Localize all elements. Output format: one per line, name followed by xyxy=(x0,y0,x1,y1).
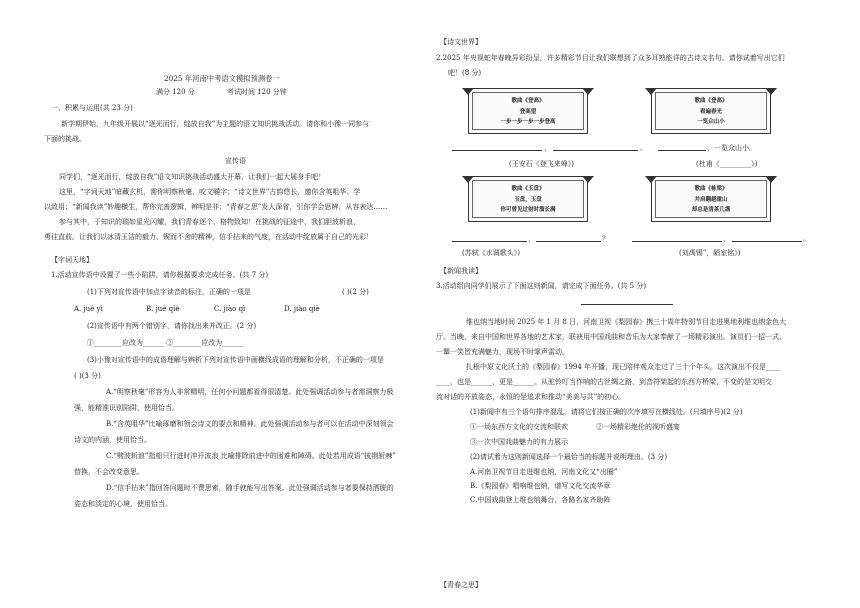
poem-card-line: 并肩翻越重山 xyxy=(694,197,728,203)
answer-blank[interactable] xyxy=(452,241,527,242)
poem-card-title: 歌曲《栋梁》 xyxy=(694,186,728,192)
poem-card-line: 你可曾见过射时溜长满 xyxy=(500,207,556,213)
poem-card-line: 看遍春光 xyxy=(699,109,722,115)
choice-d: D.“信手拈来”指回答问题时不费思索，随手就能写出答案。此处强调活动参与者要保持洒脱的 xyxy=(106,484,394,492)
question-1-2: (2)宣传语中有两个错别字，请你找出来并改正。(2 分) xyxy=(87,322,257,330)
poem-card xyxy=(468,176,588,222)
comma: ， xyxy=(528,235,535,243)
corner-ornament xyxy=(765,88,777,95)
intro-line: 新学期伊始，九年级开展以“逐光而行，绽放自我”为主题的语文知识挑战活动。请你和小豫一同参与 xyxy=(61,120,370,128)
comma: ， xyxy=(544,144,551,152)
choice-c: 替换，不会改变意思。 xyxy=(74,468,144,476)
corner-ornament xyxy=(462,176,474,183)
question-1-1: (1)下列对宣传语中加点字读音的标注，正确的一项是 xyxy=(87,288,251,296)
score-label: 满分 120 分 xyxy=(156,88,195,96)
answer-blank[interactable] xyxy=(658,150,706,151)
choice-a: A.“明察秋毫”形容为人非常精明，任何小问题都看得很清楚。此处强调活动参与者需洞察力极 xyxy=(106,388,394,396)
intro-line: 下面的挑战。 xyxy=(44,135,86,143)
poem-source: (刘禹锡”，陋室铭》) xyxy=(679,249,741,257)
choice-b: B.“含英咀华”比喻琢磨和领会诗文的要点和精神。此处强调活动参与者可以在活动中深刻领会 xyxy=(106,420,394,428)
tag-youth: 【青春之思】 xyxy=(440,581,482,589)
slogan-title: 宣传语 xyxy=(225,157,246,165)
period: 。 xyxy=(640,144,647,152)
task-2: (2)请试着为这则新闻选择一个最恰当的标题并说明理由。(3 分) xyxy=(470,453,668,461)
answer-paren: ( )(2 分) xyxy=(342,288,369,296)
news-paragraph: 一颦一笑皆充满魅力，现场不时掌声雷动。 xyxy=(436,348,569,356)
corner-ornament xyxy=(645,176,657,183)
option-a: A. jué yì xyxy=(74,305,103,313)
question-2: 2.2025 年央视蛇年春晚异彩纷呈，许多精彩节目让我们联想到了众多耳熟能详的古诗文名句。请你试着写出它们 xyxy=(436,54,785,62)
task-1-option: ③一次中国戏曲魅力的有力展示 xyxy=(470,438,568,446)
task-1-option: ①一场东西方文化的交流和联欢 xyxy=(470,423,568,431)
choice-c: C.“劈波斩浪”指船只行进时冲开波浪 比喻排除前进中的困难和障碍。此处若用成语“披荆斩棘” xyxy=(106,452,396,460)
answer-blank[interactable] xyxy=(553,150,638,151)
tag-poem: 【诗文世界】 xyxy=(440,38,482,46)
poem-card-title: 歌曲《玉盘》 xyxy=(511,186,545,192)
time-label: 考试时间 120 分钟 xyxy=(227,88,287,96)
news-paragraph: ____，也是______，更是______。从驼铃叮当作响的古丝绸之路，到音符架起的东西方桥梁，不变的是文明交 xyxy=(436,378,772,386)
corner-ornament xyxy=(765,176,777,183)
question-1: 1.活动宣传语中设置了一些小陷阱，请你根据要求完成任务。(共 7 分) xyxy=(51,271,269,279)
corner-ornament xyxy=(645,88,657,95)
comma: ， xyxy=(723,235,730,243)
news-title-blank[interactable] xyxy=(581,304,673,305)
poem-card xyxy=(651,88,771,134)
corner-ornament xyxy=(462,88,474,95)
news-paragraph: 扎根中原文化沃土的《梨园春》1994 年开播，现已陪伴观众走过了三十个年头。这次演出不仅是____ xyxy=(466,363,781,371)
question-2: 吧！(8 分) xyxy=(448,69,482,77)
tag-words: 【字词天地】 xyxy=(51,256,93,264)
poem-card xyxy=(468,88,588,134)
option-b: B. jué qiè xyxy=(146,305,180,313)
correction-blanks: ①________应改为______ ②________应改为______ xyxy=(87,339,244,347)
slogan-paragraph: 同学们，“逐光而行，绽放自我”语文知识挑战活动盛大开幕，让我们一起大展身手吧！ xyxy=(59,173,326,181)
answer-blank[interactable] xyxy=(452,150,542,151)
news-paragraph: 厅。当晚，来自中国和世界各地的艺术家，联袂用中国戏曲和音乐为大家奉献了一场精彩演出。演员们一招一式、 xyxy=(436,333,786,341)
corner-ornament xyxy=(582,88,594,95)
poem-card-title: 歌曲《登高》 xyxy=(511,98,545,104)
tag-news: 【新闻我读】 xyxy=(440,267,482,275)
answer-paren: ( )(3 分) xyxy=(74,372,101,380)
section-heading: 一、积累与运用(共 23 分) xyxy=(51,104,133,112)
choice-a: 强，能精准识别陷阱，使用恰当。 xyxy=(74,404,179,412)
poem-card xyxy=(651,176,771,222)
slogan-paragraph: 这里，“字词天地”暗藏玄机，需你明察秋毫、咬文嚼字；“诗文世界”古韵悠长，邀你含英咀华、学 xyxy=(59,188,361,196)
option-c: C. jiào qì xyxy=(214,305,246,313)
task-1: (1)新闻中有三个语句排序混乱，请将它们按正确的次序填写在横线处。(只填序号)(2 分) xyxy=(470,408,743,416)
question-1-3: (3)小豫对宣传语中的成语理解与辨析下列对宣传语中画横线成语的理解和分析，不正确的一项是 xyxy=(87,356,384,364)
question-3: 3.活动组向同学们展示了下面这则新闻，请完成下面任务。(共 5 分) xyxy=(436,282,647,290)
answer-blank[interactable] xyxy=(732,241,802,242)
news-paragraph: 流对话的开放姿态，永恒的是追求和推动“美美与共”的初心。 xyxy=(436,393,626,401)
poem-source: (王安石《登飞来峰》) xyxy=(509,160,574,168)
option-d: D. jiào qiè xyxy=(284,305,320,313)
choice-d: 姿态和淡定的心境，使用恰当。 xyxy=(74,500,172,508)
fill-line-2: ，一览众山小。 xyxy=(707,144,756,152)
task-2-option: C.中国戏曲登上维也纳舞台，各路名家齐助阵 xyxy=(470,496,611,504)
corner-ornament xyxy=(582,176,594,183)
poem-card-line: 一览众山小 xyxy=(697,119,725,125)
news-paragraph: 维也纳当地时间 2025 年 1 月 8 日，河南卫视《梨园春》携三十周年特别节目走进奥地利维也纳金色大 xyxy=(466,318,787,326)
poem-card-line: 登高望 xyxy=(519,109,537,115)
slogan-paragraph: 参与其中，于知识的瑞如星光闪耀，我们青春逐个、格物致知！在挑战的征途中，我们胆波斩浪， xyxy=(59,218,360,226)
choice-b: 诗文的内涵，使用恰当。 xyxy=(74,436,151,444)
task-2-option: B.《梨园春》唱响维也纳，谱写文化交流华章 xyxy=(470,482,611,490)
slogan-paragraph: 以致用；“新闻我读”妙趣横生，帮你完善逻辑，辨明是非；“青春之思”发人深省，引你学会思辨，从容表达…… xyxy=(44,203,388,211)
slogan-paragraph: 勇往直前。让我们以冰清玉洁的毅力、锲而不舍的精神，信手拈来的气度，在活动中绽放属于自己的光彩！ xyxy=(44,233,373,241)
poem-card-line: 一步一步一步一步登高 xyxy=(500,119,556,125)
answer-blank[interactable] xyxy=(632,241,722,242)
period: 。 xyxy=(803,235,810,243)
poem-source: (苏轼《水调歌头》) xyxy=(462,249,520,257)
poem-card-line: 却总是清茶几盏 xyxy=(691,207,731,213)
task-1-option: ②一场精彩绝伦的视听盛宴 xyxy=(596,423,680,431)
question-mark: ？ xyxy=(602,235,609,243)
task-2-option: A.河南卫视节目走进维也纳，河南文化又“出圈” xyxy=(470,468,618,476)
poem-card-line: 玉盘，玉盘 xyxy=(514,197,542,203)
poem-card-title: 歌曲《登高》 xyxy=(694,98,728,104)
doc-title: 2025 年河南中考语文模拟预测卷一 xyxy=(164,74,280,83)
poem-source: (杜甫《_________》) xyxy=(696,160,758,168)
answer-blank[interactable] xyxy=(536,241,601,242)
